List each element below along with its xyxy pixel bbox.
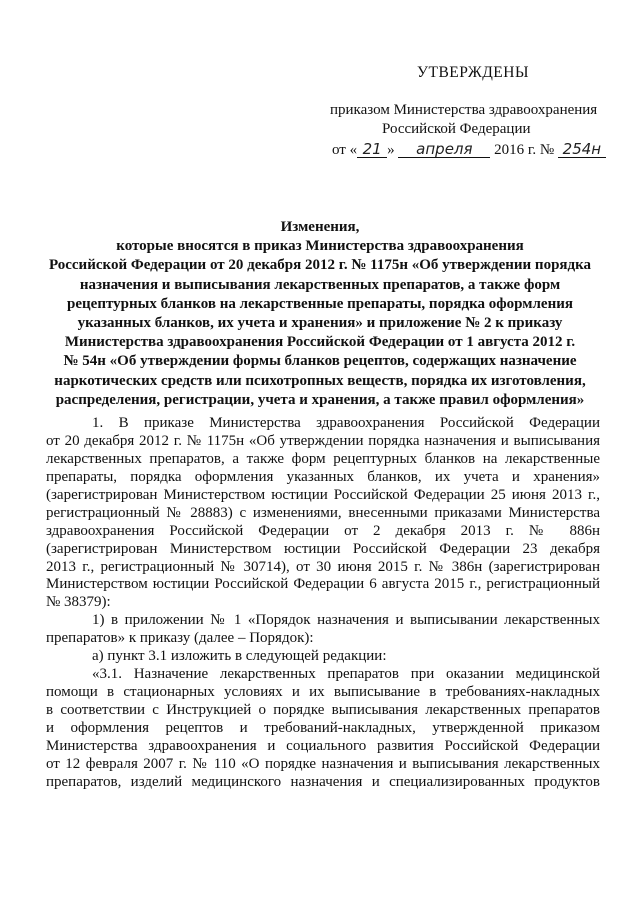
body-line: от 20 декабря 2012 г. № 1175н «Об утверждении порядка назначения и выписывания [46, 432, 600, 449]
heading-line: наркотических средств или психотропных веществ, порядка их изготовления, [54, 372, 586, 389]
body-line: Министерством юстиции Российской Федерации 6 августа 2015 г., регистрационный [46, 576, 600, 593]
body-line: препаратов, изделий медицинского назначения и специализированных продуктов [46, 773, 600, 790]
approval-label: УТВЕРЖДЕНЫ [417, 64, 529, 81]
body-line: (зарегистрирован Министерством юстиции Российской Федерации 25 июня 2013 г., [46, 486, 600, 503]
body-line: помощи в стационарных условиях и их выписывание в требованиях-накладных [46, 684, 600, 701]
body-line: препаратов» к приказу (далее – Порядок): [46, 630, 314, 647]
body-line: от 12 февраля 2007 г. № 110 «О порядке назначения и выписывания лекарственных [46, 755, 600, 772]
document-body [46, 415, 600, 792]
body-line: (зарегистрирован Министерством юстиции Российской Федерации 23 декабря [46, 540, 600, 557]
heading-line: которые вносятся в приказ Министерства здравоохранения [116, 238, 524, 255]
heading-line: рецептурных бланков на лекарственные препараты, порядка оформления [67, 295, 573, 312]
body-line: регистрационный № 28883) с изменениями, внесенными приказами Министерства [46, 504, 600, 521]
body-line: препараты, порядка оформления указанных бланков, их учета и хранения» [46, 468, 600, 485]
handwritten-day: 21 [357, 141, 387, 158]
heading-line: Министерства здравоохранения Российской Федерации от 1 августа 2012 г. [64, 334, 576, 351]
document-heading [40, 218, 600, 410]
body-line: лекарственных препаратов, а также форм рецептурных бланков на лекарственные [46, 450, 600, 467]
heading-line: назначения и выписывания лекарственных препаратов, а также форм [79, 276, 561, 293]
body-line: 1. В приказе Министерства здравоохранения Российской Федерации [92, 415, 600, 431]
approval-country-line: Российской Федерации [382, 121, 531, 137]
body-line: а) пункт 3.1 изложить в следующей редакции: [92, 648, 387, 665]
date-prefix: от « [332, 142, 358, 158]
approval-order-line: приказом Министерства здравоохранения [330, 102, 598, 118]
body-line: Министерства здравоохранения и социального развития Российской Федерации [46, 737, 600, 754]
approval-date-line [332, 141, 606, 159]
body-line: и оформления рецептов и требований-накладных, утвержденной приказом [46, 719, 600, 736]
heading-line: Изменения, [280, 219, 360, 235]
date-mid: » [387, 142, 399, 158]
body-line: 1) в приложении № 1 «Порядок назначения и выписывании лекарственных [92, 612, 600, 629]
body-line: здравоохранения Российской Федерации от 2 декабря 2013 г. № 886н [46, 522, 600, 539]
year-text: 2016 г. № [490, 142, 558, 158]
heading-line: Российской Федерации от 20 декабря 2012 г. № 1175н «Об утверждении порядка [48, 257, 592, 274]
heading-line: распределения, регистрации, учета и хранения, а также правил оформления» [55, 391, 585, 408]
body-line: № 38379): [46, 594, 111, 611]
handwritten-order-number: 254н [558, 141, 606, 158]
body-line: 2013 г., регистрационный № 30714), от 30 июня 2015 г. № 386н (зарегистрирован [46, 558, 600, 575]
handwritten-month: апреля [398, 141, 490, 158]
body-line: в соответствии с Инструкцией о порядке выписывания лекарственных препаратов [46, 702, 600, 718]
heading-line: указанных бланков, их учета и хранения» и приложение № 2 к приказу [77, 315, 563, 332]
heading-line: № 54н «Об утверждении формы бланков рецептов, содержащих назначение [63, 353, 577, 370]
body-line: «3.1. Назначение лекарственных препаратов при оказании медицинской [92, 666, 600, 683]
